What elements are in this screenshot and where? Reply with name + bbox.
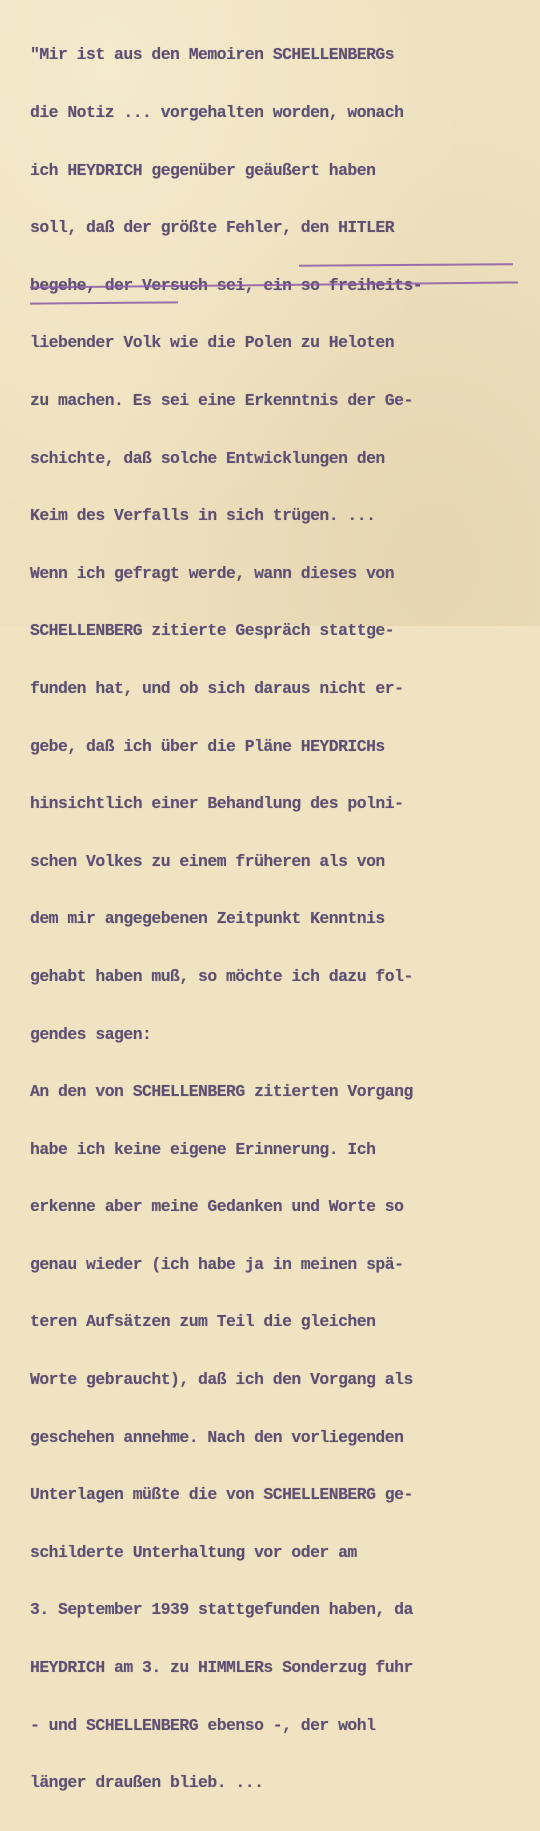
text-line: 3. September 1939 stattgefunden haben, da <box>30 1600 413 1620</box>
text-line: geschehen annehme. Nach den vorliegenden <box>30 1427 404 1447</box>
text-line: gehabt haben muß, so möchte ich dazu fol- <box>30 966 413 986</box>
text-line: "Mir ist aus den Memoiren SCHELLENBERGs <box>30 45 395 65</box>
text-line: An den von SCHELLENBERG zitierten Vorgang <box>30 1082 413 1102</box>
text-line: soll, daß der größte Fehler, den HITLER <box>30 218 395 238</box>
text-line: SCHELLENBERG zitierte Gespräch stattge- <box>30 621 395 641</box>
text-line: genau wieder (ich habe ja in meinen spä- <box>30 1254 404 1274</box>
text-line: Unterlagen müßte die von SCHELLENBERG ge- <box>30 1485 413 1505</box>
text-line: hinsichtlich einer Behandlung des polni- <box>30 794 404 814</box>
text-line: ich HEYDRICH gegenüber geäußert haben <box>30 160 376 180</box>
text-line: begehe, der Versuch sei, ein so freiheits- <box>30 275 423 295</box>
text-line: Worte gebraucht), daß ich den Vorgang als <box>30 1370 413 1390</box>
text-line: gebe, daß ich über die Pläne HEYDRICHs <box>30 736 385 756</box>
text-line: dem mir angegebenen Zeitpunkt Kenntnis <box>30 909 385 929</box>
text-line: HEYDRICH am 3. zu HIMMLERs Sonderzug fuhr <box>30 1658 413 1678</box>
text-line: Wenn ich gefragt werde, wann dieses von <box>30 563 395 583</box>
text-line: Keim des Verfalls in sich trügen. ... <box>30 506 376 526</box>
typewritten-text <box>30 7 535 1831</box>
text-line: liebender Volk wie die Polen zu Heloten <box>30 333 395 353</box>
text-line: zu machen. Es sei eine Erkenntnis der Ge- <box>30 390 413 410</box>
text-line: teren Aufsätzen zum Teil die gleichen <box>30 1312 376 1332</box>
text-line: schilderte Unterhaltung vor oder am <box>30 1542 357 1562</box>
text-line: länger draußen blieb. ... <box>30 1773 264 1793</box>
text-line: schichte, daß solche Entwicklungen den <box>30 448 385 468</box>
text-line: funden hat, und ob sich daraus nicht er- <box>30 678 404 698</box>
text-line: - und SCHELLENBERG ebenso -, der wohl <box>30 1715 376 1735</box>
text-line: schen Volkes zu einem früheren als von <box>30 851 385 871</box>
text-line: die Notiz ... vorgehalten worden, wonach <box>30 103 404 122</box>
text-line: habe ich keine eigene Erinnerung. Ich <box>30 1139 376 1159</box>
text-line: gendes sagen: <box>30 1024 152 1044</box>
text-line: erkenne aber meine Gedanken und Worte so <box>30 1197 404 1217</box>
